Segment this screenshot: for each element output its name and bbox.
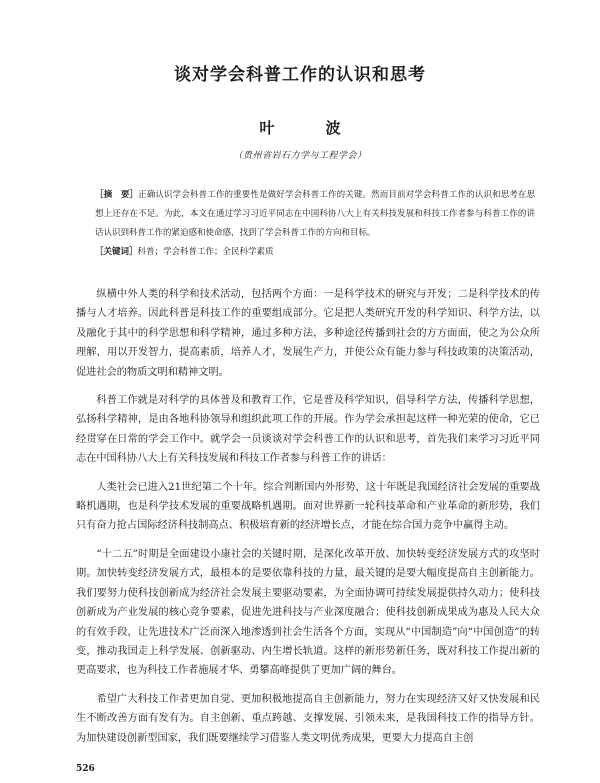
keywords-label: ［关键词］ [95, 247, 138, 257]
author-name: 叶 波 [259, 119, 359, 137]
keywords-text: 科普；学会科普工作；全民科学素质 [137, 247, 274, 257]
author-affiliation: （贵州省岩石力学与工程学会） [233, 151, 367, 161]
abstract-block [95, 186, 535, 243]
abstract-text: 正确认识学会科普工作的重要性是做好学会科普工作的关键。然而目前对学会科普工作的认识和思考在思想上还存在不足。为此，本文在通过学习习近平同志在中国科协八大上有关科技发展和科技工作者参与科普工作的讲话认识到科普工作的紧迫感和使命感，找到了学会科普工作的方向和目标。 [95, 190, 535, 238]
paper-title: 谈对学会科普工作的认识和思考 [174, 65, 426, 85]
body-text [76, 285, 540, 757]
page-number: 526 [76, 764, 95, 774]
body-paragraph: “十二五”时期是全面建设小康社会的关键时期，是深化改革开放、加快转变经济发展方式的攻坚时期。加快转变经济发展方式，最根本的是要依靠科技的力量，最关键的是要大幅度提高自主创新能力。我们要努力使科技创新成为经济社会发展主要驱动要素，为全面协调可持续发展提供持久动力；使科技创新成为产业发展的核心竞争要素，促进先进科技与产业深度融合；使科技创新成果成为惠及人民大众的有效手段，让先进技术广泛而深入地渗透到社会生活各个方面，实现从“中国制造”向“中国创造”的转变，推动我国走上科学发展、创新驱动、内生增长轨道。这样的新形势新任务，既对科技工作提出新的更高要求，也为科技工作者施展才华、勇攀高峰提供了更加广阔的舞台。 [76, 548, 540, 677]
body-paragraph: 人类社会已进入21世纪第二个十年。综合判断国内外形势，这十年既是我国经济社会发展的重要战略机遇期，也是科学技术发展的重要战略机遇期。面对世界新一轮科技革命和产业革命的新形势，我们只有奋力抢占国际经济科技制高点、积极培育新的经济增长点，才能在综合国力竞争中赢得主动。 [76, 481, 540, 532]
body-paragraph: 希望广大科技工作者更加自觉、更加积极地提高自主创新能力，努力在实现经济又好又快发展和民生不断改善方面有发有为。自主创新、重点跨越、支撑发展、引领未来，是我国科技工作的指导方针。为加快建设创新型国家，我们既要继续学习借鉴人类文明优秀成果，更要大力提高自主创 [76, 693, 540, 744]
body-paragraph: 纵横中外人类的科学和技术活动，包括两个方面：一是科学技术的研究与开发；二是科学技术的传播与人才培养。因此科普是科技工作的重要组成部分。它是把人类研究开发的科学知识、科学方法，以及融化于其中的科学思想和科学精神，通过多种方法，多种途径传播到社会的方方面面，使之为公众所理解，用以开发智力，提高素质，培养人才，发展生产力，并使公众有能力参与科技政策的决策活动，促进社会的物质文明和精神文明。 [76, 289, 540, 378]
keywords-block [95, 245, 535, 259]
abstract-label: ［摘 要］ [95, 190, 139, 200]
body-paragraph: 科普工作就是对科学的具体普及和教育工作，它是普及科学知识，倡导科学方法，传播科学思想，弘扬科学精神，是由各地科协领导和组织此项工作的开展。作为学会承担起这样一种光荣的使命，它已经贯穿在日常的学会工作中。就学会一员谈谈对学会科普工作的认识和思考，首先我们来学习习近平同志在中国科协八大上有关科技发展和科技工作者参与科普工作的讲话： [76, 395, 540, 465]
